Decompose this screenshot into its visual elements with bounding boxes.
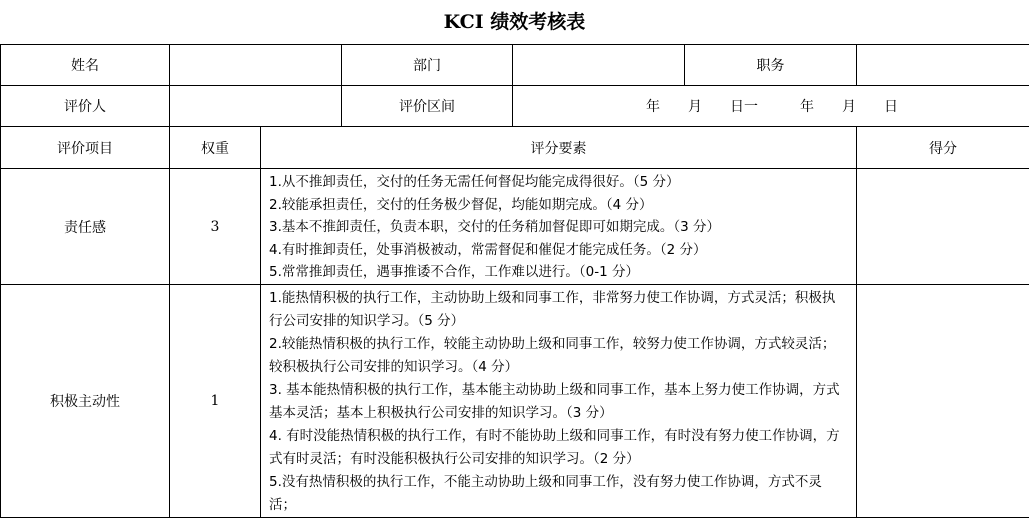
- criteria-line: 行公司安排的知识学习。（5 分）: [269, 310, 848, 333]
- header-item: 评价项目: [1, 127, 170, 169]
- header-score: 得分: [857, 127, 1029, 169]
- position-value-cell[interactable]: [857, 45, 1029, 86]
- evaluator-value-cell[interactable]: [170, 86, 342, 127]
- criteria-line: 5.没有热情积极的执行工作，不能主动协助上级和同事工作，没有努力使工作协调，方式不灵活；: [269, 471, 848, 517]
- department-label: 部门: [342, 45, 513, 86]
- item-weight: 3: [170, 169, 261, 285]
- position-label: 职务: [685, 45, 857, 86]
- criteria-line: 5.常常推卸责任，遇事推诿不合作，工作难以进行。（0-1 分）: [269, 261, 848, 284]
- header-weight: 权重: [170, 127, 261, 169]
- item-weight: 1: [170, 285, 261, 518]
- header-criteria: 评分要素: [261, 127, 857, 169]
- item-row-initiative: [1, 285, 1029, 518]
- criteria-line: 较积极执行公司安排的知识学习。（4 分）: [269, 356, 848, 379]
- criteria-line: 基本灵活；基本上积极执行公司安排的知识学习。（3 分）: [269, 402, 848, 425]
- criteria-line: 2.较能热情积极的执行工作，较能主动协助上级和同事工作，较努力使工作协调，方式较灵活；: [269, 333, 848, 356]
- info-row-evaluator: [1, 86, 1029, 127]
- item-row-responsibility: [1, 169, 1029, 285]
- item-name: 积极主动性: [1, 285, 170, 518]
- kci-evaluation-table: [0, 44, 1029, 518]
- criteria-line: 式有时灵活；有时没能积极执行公司安排的知识学习。（2 分）: [269, 448, 848, 471]
- evaluation-period-value[interactable]: [513, 86, 1029, 127]
- score-cell[interactable]: [857, 169, 1029, 285]
- name-label: 姓名: [1, 45, 170, 86]
- criteria-line: 3.基本不推卸责任，负责本职，交付的任务稍加督促即可如期完成。（3 分）: [269, 216, 848, 239]
- criteria-line: 3. 基本能热情积极的执行工作，基本能主动协助上级和同事工作，基本上努力使工作协调，方式: [269, 379, 848, 402]
- form-title: KCI 绩效考核表: [0, 0, 1029, 44]
- info-row-name: [1, 45, 1029, 86]
- evaluation-period-text: 年 月 日一 年 月 日: [513, 99, 898, 115]
- evaluation-period-label: 评价区间: [342, 86, 513, 127]
- score-cell[interactable]: [857, 285, 1029, 518]
- evaluator-label: 评价人: [1, 86, 170, 127]
- criteria-line: 4.有时推卸责任，处事消极被动，常需督促和催促才能完成任务。（2 分）: [269, 239, 848, 262]
- item-criteria: [261, 285, 857, 518]
- item-name: 责任感: [1, 169, 170, 285]
- item-criteria: [261, 169, 857, 285]
- criteria-line: 2.较能承担责任，交付的任务极少督促，均能如期完成。（4 分）: [269, 194, 848, 217]
- name-value-cell[interactable]: [170, 45, 342, 86]
- header-row: [1, 127, 1029, 169]
- criteria-line: 1.从不推卸责任，交付的任务无需任何督促均能完成得很好。（5 分）: [269, 171, 848, 194]
- department-value-cell[interactable]: [513, 45, 685, 86]
- criteria-line: 1.能热情积极的执行工作，主动协助上级和同事工作，非常努力使工作协调，方式灵活；积极执: [269, 287, 848, 310]
- criteria-line: 4. 有时没能热情积极的执行工作，有时不能协助上级和同事工作，有时没有努力使工作协调，方: [269, 425, 848, 448]
